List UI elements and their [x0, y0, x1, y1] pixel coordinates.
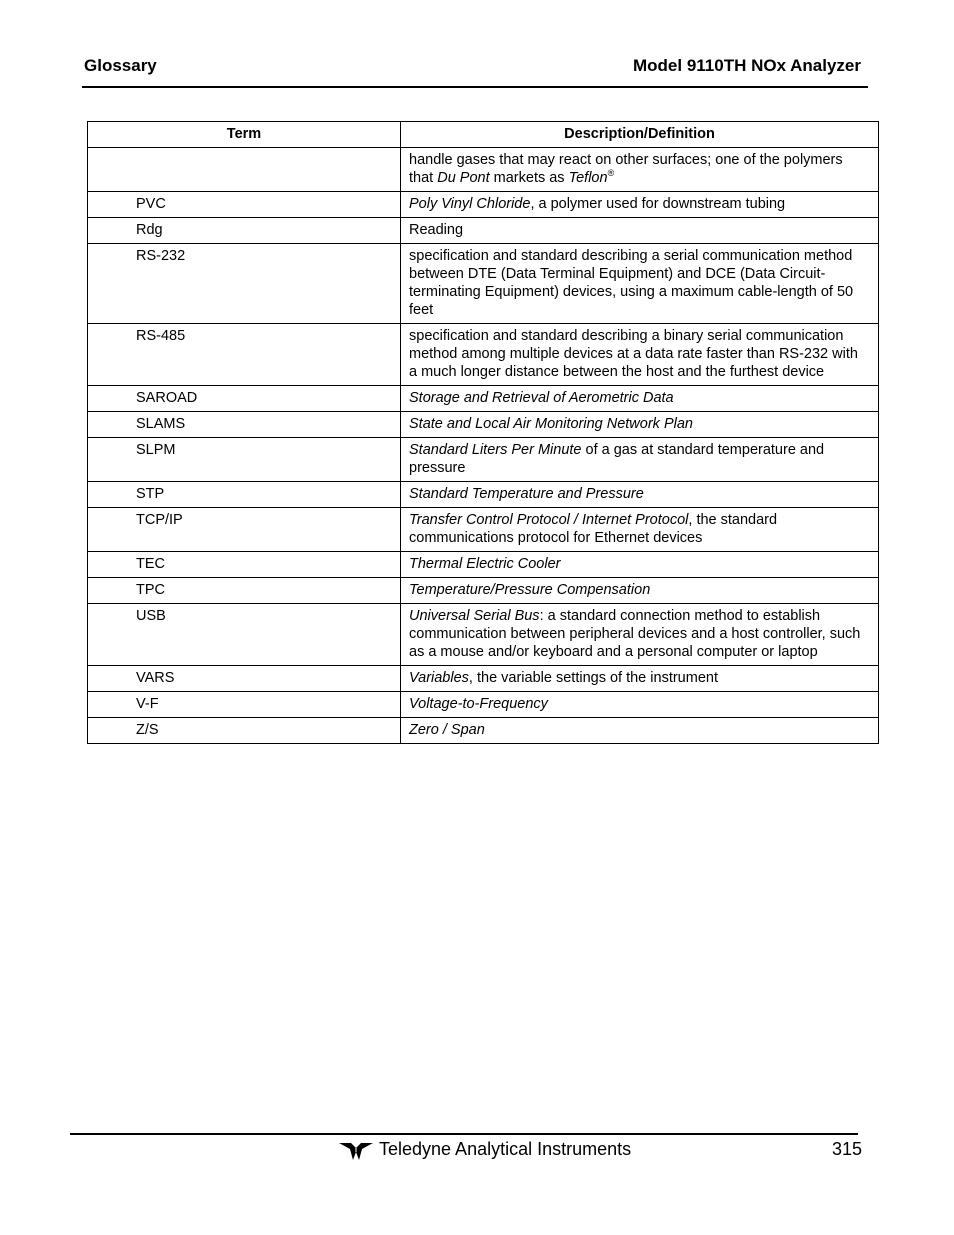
table-row — [88, 666, 879, 692]
definition-text: of a gas at standard temperature and pressure — [409, 442, 825, 476]
glossary-term: V-F — [88, 692, 401, 718]
table-row — [88, 244, 879, 324]
table-row — [88, 438, 879, 482]
column-header-description: Description/Definition — [401, 122, 879, 148]
definition-emphasis: State and Local Air Monitoring Network Plan — [409, 416, 693, 432]
glossary-term: STP — [88, 482, 401, 508]
glossary-term: VARS — [88, 666, 401, 692]
glossary-term: TEC — [88, 552, 401, 578]
glossary-definition — [401, 666, 879, 692]
footer-company-name: Teledyne Analytical Instruments — [379, 1139, 632, 1159]
glossary-table — [87, 121, 879, 744]
definition-emphasis: Storage and Retrieval of Aerometric Data — [409, 390, 674, 406]
definition-text: , the standard communications protocol for Ethernet devices — [409, 512, 778, 546]
table-row — [88, 218, 879, 244]
glossary-definition — [401, 578, 879, 604]
glossary-table-body — [88, 148, 879, 744]
definition-emphasis: Standard Liters Per Minute — [409, 442, 582, 458]
glossary-definition — [401, 508, 879, 552]
glossary-term: USB — [88, 604, 401, 666]
glossary-term: SAROAD — [88, 386, 401, 412]
table-row — [88, 552, 879, 578]
definition-emphasis: Universal Serial Bus — [409, 608, 540, 624]
table-row — [88, 718, 879, 744]
glossary-definition — [401, 482, 879, 508]
glossary-definition — [401, 692, 879, 718]
definition-emphasis: Zero / Span — [409, 722, 485, 738]
definition-emphasis: Variables — [409, 670, 469, 686]
table-row — [88, 324, 879, 386]
table-row — [88, 386, 879, 412]
glossary-definition — [401, 604, 879, 666]
glossary-definition — [401, 324, 879, 386]
definition-text: Reading — [409, 222, 464, 238]
footer-rule — [70, 1133, 858, 1135]
glossary-definition — [401, 412, 879, 438]
table-row — [88, 692, 879, 718]
definition-emphasis: Voltage-to-Frequency — [409, 696, 548, 712]
header-rule — [82, 86, 868, 88]
glossary-definition — [401, 148, 879, 192]
definition-text: , a polymer used for downstream tubing — [530, 196, 786, 212]
header-section-title: Glossary — [84, 56, 157, 75]
glossary-term: TPC — [88, 578, 401, 604]
header-document-title: Model 9110TH NOx Analyzer — [632, 56, 861, 75]
glossary-definition — [401, 718, 879, 744]
definition-emphasis: Temperature/Pressure Compensation — [409, 582, 651, 598]
glossary-definition — [401, 386, 879, 412]
glossary-term — [88, 148, 401, 192]
teledyne-logo-icon — [338, 1139, 374, 1161]
definition-emphasis: Du Pont — [437, 170, 490, 186]
glossary-definition — [401, 438, 879, 482]
definition-emphasis: Transfer Control Protocol / Internet Protocol — [409, 512, 689, 528]
table-row — [88, 412, 879, 438]
table-row — [88, 604, 879, 666]
definition-emphasis: Standard Temperature and Pressure — [409, 486, 644, 502]
glossary-term: RS-232 — [88, 244, 401, 324]
table-row — [88, 482, 879, 508]
definition-text: markets as — [489, 170, 569, 186]
table-row — [88, 192, 879, 218]
glossary-term: RS-485 — [88, 324, 401, 386]
glossary-term: SLPM — [88, 438, 401, 482]
definition-text: , the variable settings of the instrument — [468, 670, 718, 686]
table-row — [88, 508, 879, 552]
definition-text: specification and standard describing a serial communication method between DTE (Data Terminal Equipment) and DCE (Data Circuit-terminating Equipment) devices, using a maximum cable-length of 50 feet — [409, 248, 854, 318]
glossary-term: TCP/IP — [88, 508, 401, 552]
definition-text: : a standard connection method to establish communication between peripheral devices and a host controller, such as a mouse and/or keyboard and a personal computer or laptop — [409, 608, 861, 660]
table-header-row — [88, 122, 879, 148]
table-row — [88, 148, 879, 192]
column-header-term: Term — [88, 122, 401, 148]
glossary-term: PVC — [88, 192, 401, 218]
definition-text: specification and standard describing a binary serial communication method among multiple devices at a data rate faster than RS-232 with a much longer distance between the host and the furthest device — [409, 328, 858, 380]
definition-emphasis: Thermal Electric Cooler — [409, 556, 561, 572]
definition-emphasis: Poly Vinyl Chloride — [409, 196, 531, 212]
glossary-term: SLAMS — [88, 412, 401, 438]
glossary-definition — [401, 244, 879, 324]
registered-mark: ® — [607, 168, 615, 179]
glossary-definition — [401, 218, 879, 244]
glossary-term: Z/S — [88, 718, 401, 744]
glossary-definition — [401, 192, 879, 218]
definition-emphasis: Teflon — [568, 170, 608, 186]
glossary-term: Rdg — [88, 218, 401, 244]
glossary-definition — [401, 552, 879, 578]
table-row — [88, 578, 879, 604]
definition-text: handle gases that may react on other surfaces; one of the polymers that — [409, 152, 843, 186]
page-number: 315 — [831, 1139, 862, 1159]
